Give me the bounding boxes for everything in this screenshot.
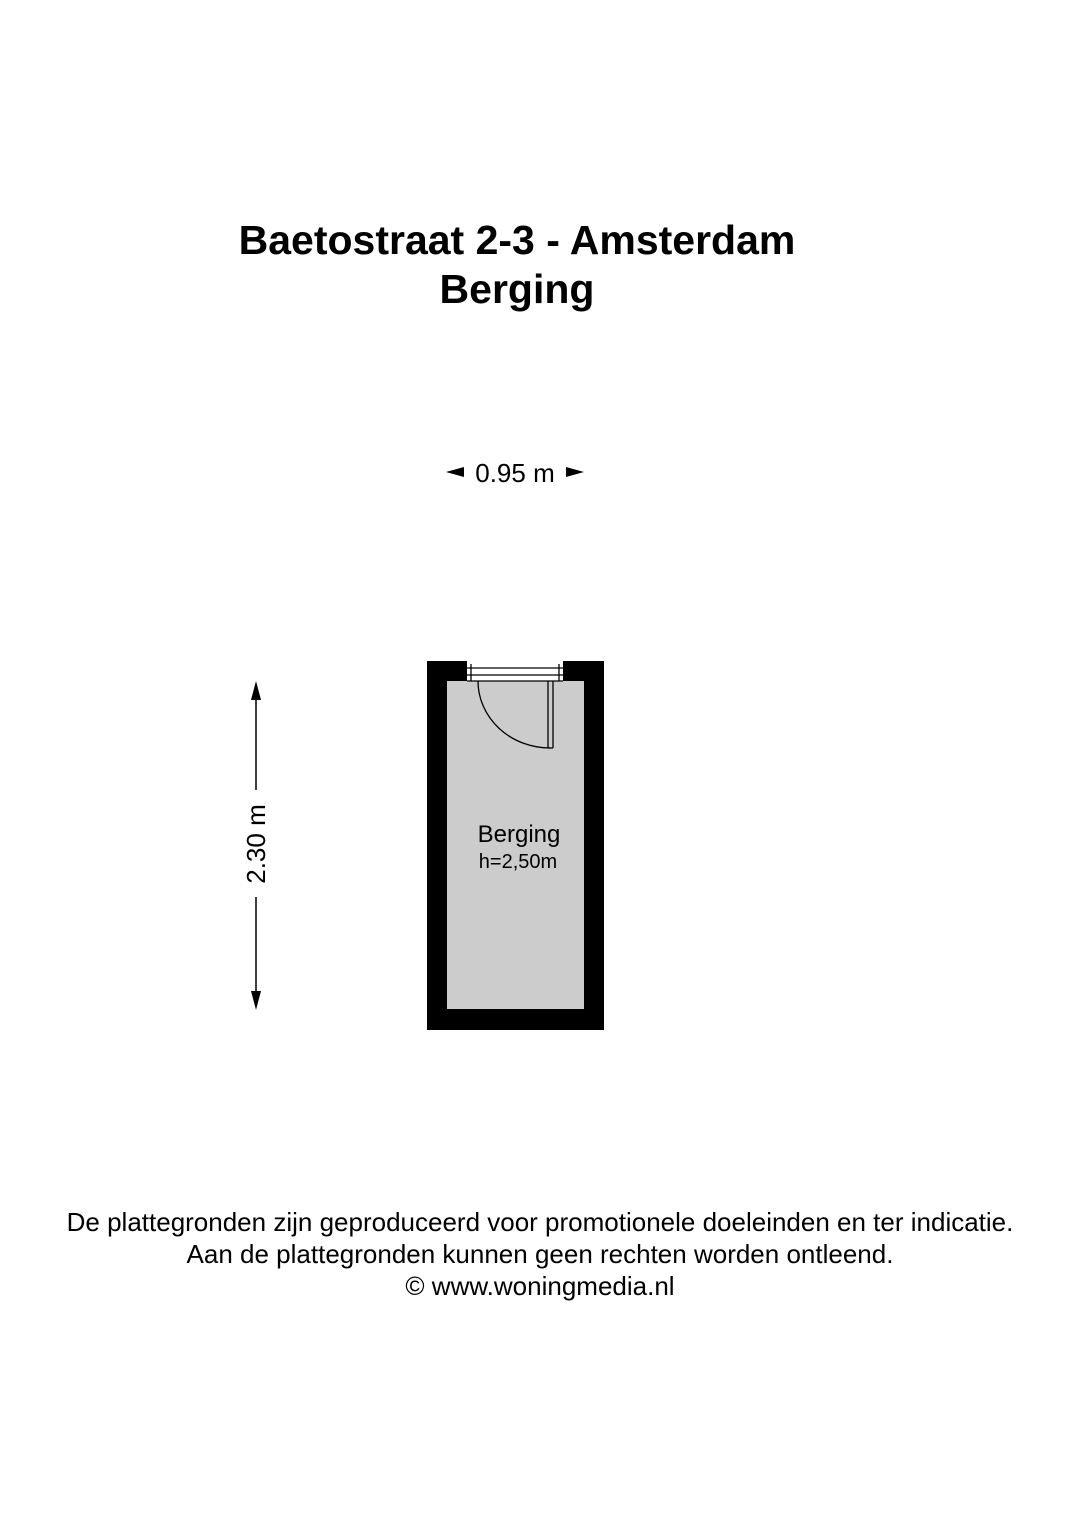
copyright-link[interactable]: © www.woningmedia.nl [405, 1271, 675, 1301]
width-label: 0.95 m [475, 458, 555, 488]
door-opening [467, 661, 563, 681]
width-dimension [446, 458, 584, 488]
arrow-down-icon [251, 991, 261, 1010]
disclaimer-line-1: De plattegronden zijn geproduceerd voor promotionele doeleinden en ter indicatie. [66, 1207, 1014, 1237]
arrow-right-icon [566, 467, 584, 477]
storage-room [427, 661, 604, 1030]
plan-subtitle: Berging [439, 266, 595, 312]
depth-label: 2.30 m [241, 804, 271, 884]
room-height: h=2,50m [478, 851, 558, 873]
room-label: Berging [477, 821, 561, 848]
plan-title: Baetostraat 2-3 - Amsterdam [238, 217, 796, 263]
arrow-left-icon [446, 467, 464, 477]
arrow-up-icon [251, 681, 261, 700]
disclaimer-line-2: Aan de plattegronden kunnen geen rechten worden ontleend. [186, 1239, 894, 1269]
depth-dimension [241, 681, 271, 1010]
